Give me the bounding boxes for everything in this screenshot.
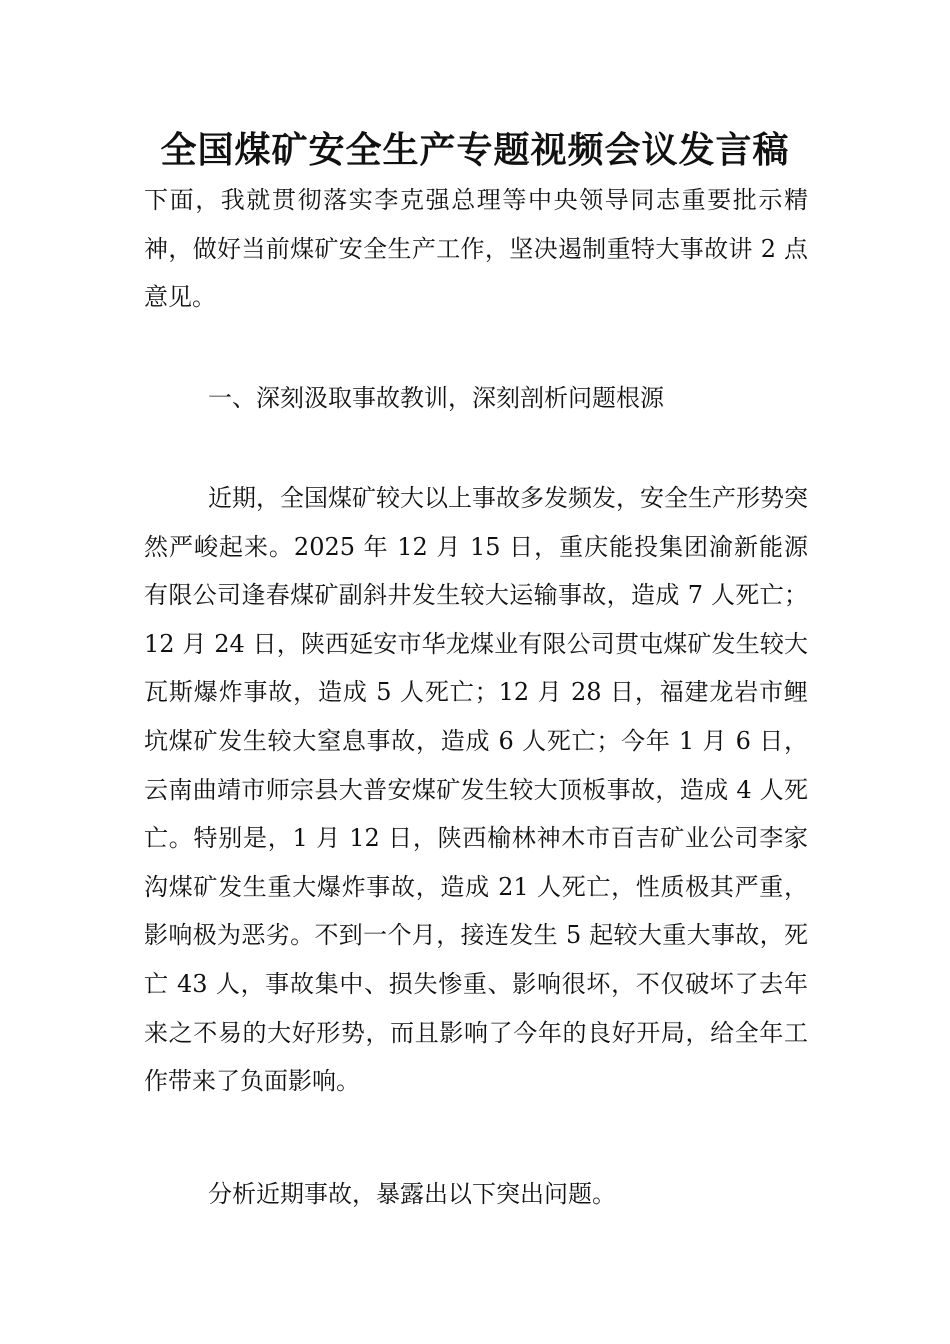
- paragraph-analysis: 分析近期事故，暴露出以下突出问题。: [208, 1180, 616, 1208]
- document-title: 全国煤矿安全生产专题视频会议发言稿: [160, 130, 790, 171]
- paragraph-intro: 下面，我就贯彻落实李克强总理等中央领导同志重要批示精神，做好当前煤矿安全生产工作，坚决遏制重特大事故讲 2 点意见。: [144, 186, 808, 312]
- paragraph-recent-accidents: 近期，全国煤矿较大以上事故多发频发，安全生产形势突然严峻起来。2025 年 12 月 15 日，重庆能投集团渝新能源有限公司逢春煤矿副斜井发生较大运输事故，造成 7 人死亡；12 月 24 日，陕西延安市华龙煤业有限公司贯屯煤矿发生较大瓦斯爆炸事故，造成 5 人死亡；12 月 28 日，福建龙岩市鲤坑煤矿发生较大窒息事故，造成 6 人死亡；今年 1 月 6 日，云南曲靖市师宗县大普安煤矿发生较大顶板事故，造成 4 人死亡。特别是，1 月 12 日，陕西榆林神木市百吉矿业公司李家沟煤矿发生重大爆炸事故，造成 21 人死亡，性质极其严重，影响极为恶劣。不到一个月，接连发生 5 起较大重大事故，死亡 43 人，事故集中、损失惨重、影响很坏，不仅破坏了去年来之不易的大好形势，而且影响了今年的良好开局，给全年工作带来了负面影响。: [144, 484, 808, 1096]
- section-heading-1: 一、深刻汲取事故教训，深刻剖析问题根源: [208, 384, 664, 412]
